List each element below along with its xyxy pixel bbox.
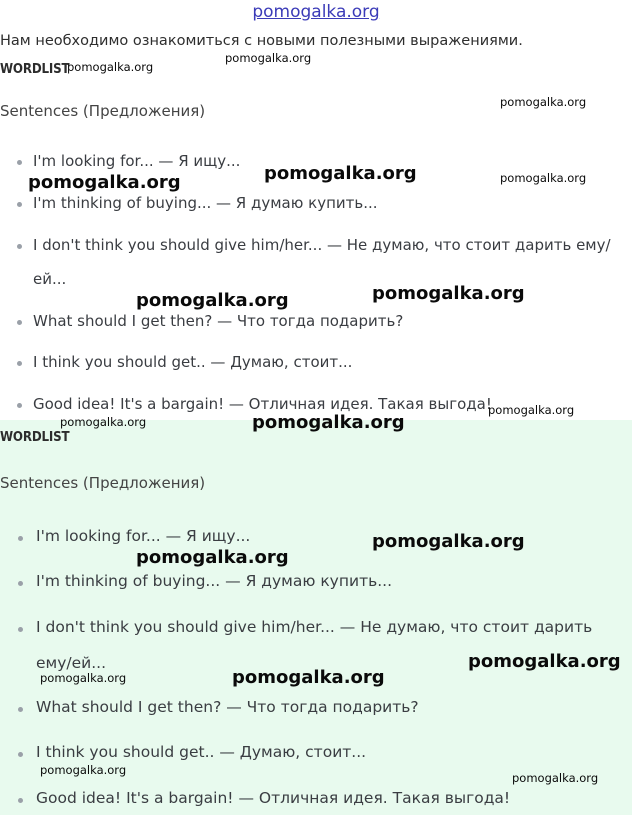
list-item: I'm looking for... — Я ищу...	[33, 152, 241, 170]
watermark-text: pomogalka.org	[488, 403, 575, 417]
bullet-icon	[18, 581, 23, 586]
site-logo-link[interactable]	[0, 2, 632, 22]
list-item: What should I get then? — Что тогда подарить?	[36, 698, 419, 716]
list-item: Good idea! It's a bargain! — Отличная идея. Такая выгода!	[33, 395, 492, 413]
intro-text: Нам необходимо ознакомиться с новыми полезными выражениями.	[0, 33, 523, 49]
bullet-icon	[17, 202, 22, 207]
bullet-icon	[17, 160, 22, 165]
watermark-text: pomogalka.org	[232, 667, 385, 688]
watermark-text: pomogalka.org	[136, 290, 289, 311]
list-item: What should I get then? — Что тогда подарить?	[33, 312, 404, 330]
list-item: I'm thinking of buying... — Я думаю купить...	[36, 572, 393, 590]
site-logo-text[interactable]: pomogalka.org	[252, 2, 380, 22]
list-item: I think you should get.. — Думаю, стоит...	[33, 353, 353, 371]
watermark-text: pomogalka.org	[225, 51, 312, 65]
bullet-icon	[18, 536, 23, 541]
list-item: I don't think you should give him/her... — Не думаю, что стоит дарить	[36, 618, 593, 636]
watermark-text: pomogalka.org	[512, 771, 599, 785]
list-item: I'm thinking of buying... — Я думаю купить...	[33, 194, 378, 212]
watermark-text: pomogalka.org	[252, 412, 405, 433]
watermark-text: pomogalka.org	[468, 651, 621, 672]
watermark-text: pomogalka.org	[500, 95, 587, 109]
watermark-text: pomogalka.org	[60, 415, 147, 429]
watermark-text: pomogalka.org	[372, 531, 525, 552]
bullet-icon	[18, 627, 23, 632]
bullet-icon	[18, 752, 23, 757]
section-title: Sentences (Предложения)	[0, 474, 206, 492]
bullet-icon	[17, 320, 22, 325]
list-item: I'm looking for... — Я ищу...	[36, 527, 251, 545]
watermark-text: pomogalka.org	[67, 60, 154, 74]
watermark-text: pomogalka.org	[28, 172, 181, 193]
watermark-text: pomogalka.org	[40, 671, 127, 685]
bullet-icon	[18, 798, 23, 803]
watermark-text: pomogalka.org	[264, 163, 417, 184]
bullet-icon	[17, 403, 22, 408]
list-item: I think you should get.. — Думаю, стоит...	[36, 743, 367, 761]
section-title: Sentences (Предложения)	[0, 102, 206, 120]
list-item-continuation: ему/ей...	[36, 654, 107, 672]
list-item-continuation: ей...	[33, 270, 67, 288]
watermark-text: pomogalka.org	[136, 547, 289, 568]
wordlist-label: WORDLIST	[0, 429, 70, 445]
watermark-text: pomogalka.org	[372, 283, 525, 304]
list-item: Good idea! It's a bargain! — Отличная идея. Такая выгода!	[36, 789, 511, 807]
watermark-text: pomogalka.org	[40, 763, 127, 777]
list-item: I don't think you should give him/her... — Не думаю, что стоит дарить ему/	[33, 236, 611, 254]
watermark-text: pomogalka.org	[500, 171, 587, 185]
bullet-icon	[18, 707, 23, 712]
bullet-icon	[17, 244, 22, 249]
wordlist-label: WORDLIST	[0, 61, 70, 77]
bullet-icon	[17, 361, 22, 366]
